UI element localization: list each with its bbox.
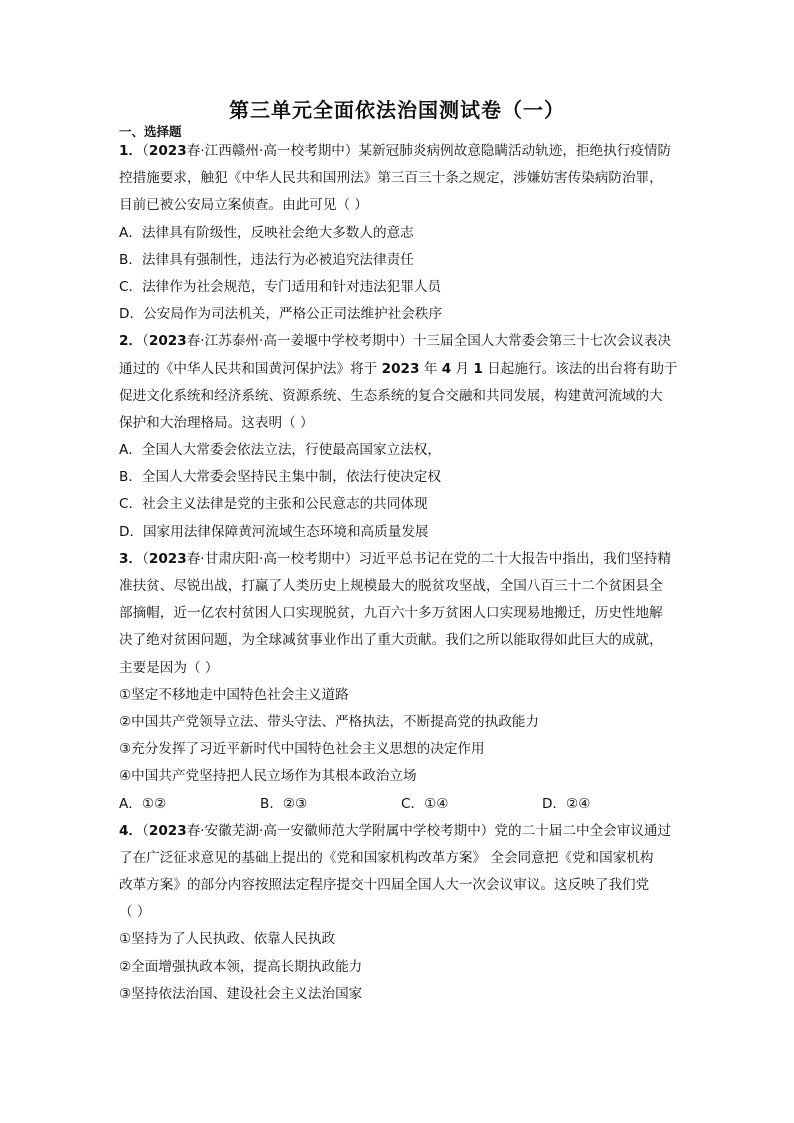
statement-item: ①坚定不移地走中国特色社会主义道路 bbox=[119, 686, 349, 703]
question-stem-line: 2．（2023春·江苏泰州·高一姜堰中学校考期中）十三届全国人大常委会第三十七次会议表决 bbox=[119, 333, 672, 350]
statement-item: ②中国共产党领导立法、带头守法、严格执法，不断提高党的执政能力 bbox=[119, 713, 539, 730]
question-stem-line: （ ） bbox=[119, 904, 151, 921]
option-b[interactable]: B．②③ bbox=[260, 795, 308, 812]
question-stem-line: 改革方案》的部分内容按照法定程序提交十四届全国人大一次会议审议。这反映了我们党 bbox=[119, 877, 650, 894]
statement-item: ④中国共产党坚持把人民立场作为其根本政治立场 bbox=[119, 768, 417, 785]
statement-item: ③充分发挥了习近平新时代中国特色社会主义思想的决定作用 bbox=[119, 741, 485, 758]
option-c[interactable]: C．①④ bbox=[401, 795, 449, 812]
question-stem-line: 促进文化系统和经济系统、资源系统、生态系统的复合交融和共同发展，构建黄河流域的大 bbox=[119, 387, 663, 404]
question-stem-line: 3．（2023春·甘肃庆阳·高一校考期中）习近平总书记在党的二十大报告中指出，我们坚持精 bbox=[119, 550, 672, 567]
option-d[interactable]: D．公安局作为司法机关，严格公正司法维护社会秩序 bbox=[119, 306, 443, 323]
question-2 bbox=[119, 328, 685, 546]
question-stem-line: 主要是因为（ ） bbox=[119, 659, 219, 676]
option-d[interactable]: D．②④ bbox=[542, 795, 591, 812]
question-3 bbox=[119, 546, 685, 818]
question-number: 1 bbox=[119, 143, 129, 159]
question-stem-line: 保护和大治理格局。这表明（ ） bbox=[119, 414, 314, 431]
question-1 bbox=[119, 138, 685, 328]
question-number: 4 bbox=[119, 822, 129, 839]
question-stem-line: 1．（2023春·江西赣州·高一校考期中）某新冠肺炎病例故意隐瞒活动轨迹，拒绝执行疫情防 bbox=[119, 143, 672, 159]
statement-item: ②全面增强执政本领，提高长期执政能力 bbox=[119, 958, 363, 975]
section-heading: 一、选择题 bbox=[119, 124, 182, 139]
question-list bbox=[119, 138, 685, 1008]
question-stem-line: 通过的《中华人民共和国黄河保护法》将于 2023 年 4 月 1 日起施行。该法的出台将有助于 bbox=[119, 360, 678, 377]
option-row bbox=[119, 791, 685, 818]
statement-item: ③坚持依法治国、建设社会主义法治国家 bbox=[119, 985, 363, 1002]
question-year: 2023 bbox=[148, 333, 187, 350]
question-stem-line: 决了绝对贫困问题，为全球减贫事业作出了重大贡献。我们之所以能取得如此巨大的成就， bbox=[119, 632, 663, 649]
option-c[interactable]: C．社会主义法律是党的主张和公民意志的共同体现 bbox=[119, 496, 428, 513]
option-c[interactable]: C．法律作为社会规范，专门适用和针对违法犯罪人员 bbox=[119, 278, 442, 295]
page-title: 第三单元全面依法治国测试卷（一） bbox=[229, 98, 565, 122]
question-year: 2023 bbox=[148, 550, 187, 567]
question-stem-line: 准扶贫、尽锐出战，打赢了人类历史上规模最大的脱贫攻坚战，全国八百三十二个贫困县全 bbox=[119, 578, 663, 594]
question-stem-line: 部摘帽，近一亿农村贫困人口实现脱贫，九百六十多万贫困人口实现易地搬迁，历史性地解 bbox=[119, 605, 663, 622]
question-stem-line: 控措施要求，触犯《中华人民共和国刑法》第三百三十条之规定，涉嫌妨害传染病防治罪， bbox=[119, 170, 663, 187]
option-b[interactable]: B．全国人大常委会坚持民主集中制，依法行使决定权 bbox=[119, 469, 441, 486]
question-year: 2023 bbox=[148, 822, 187, 839]
question-stem-line: 4．（2023春·安徽芜湖·高一安徽师范大学附属中学校考期中）党的二十届二中全会审议通过 bbox=[119, 822, 672, 839]
option-a[interactable]: A．①② bbox=[119, 795, 167, 812]
option-a[interactable]: A．全国人大常委会依法立法，行使最高国家立法权， bbox=[119, 442, 441, 459]
question-stem-line: 了在广泛征求意见的基础上提出的《党和国家机构改革方案》 全会同意把《党和国家机构 bbox=[119, 849, 654, 866]
question-number: 2 bbox=[119, 333, 129, 350]
question-year: 2023 bbox=[148, 143, 187, 159]
question-stem-line: 目前已被公安局立案侦查。由此可见（ ） bbox=[119, 197, 369, 214]
question-number: 3 bbox=[119, 550, 129, 567]
option-d[interactable]: D．国家用法律保障黄河流域生态环境和高质量发展 bbox=[119, 523, 429, 540]
statement-item: ①坚持为了人民执政、依靠人民执政 bbox=[119, 931, 336, 948]
option-a[interactable]: A．法律具有阶级性，反映社会绝大多数人的意志 bbox=[119, 224, 414, 241]
option-b[interactable]: B．法律具有强制性，违法行为必被追究法律责任 bbox=[119, 251, 414, 268]
question-4 bbox=[119, 818, 685, 1008]
